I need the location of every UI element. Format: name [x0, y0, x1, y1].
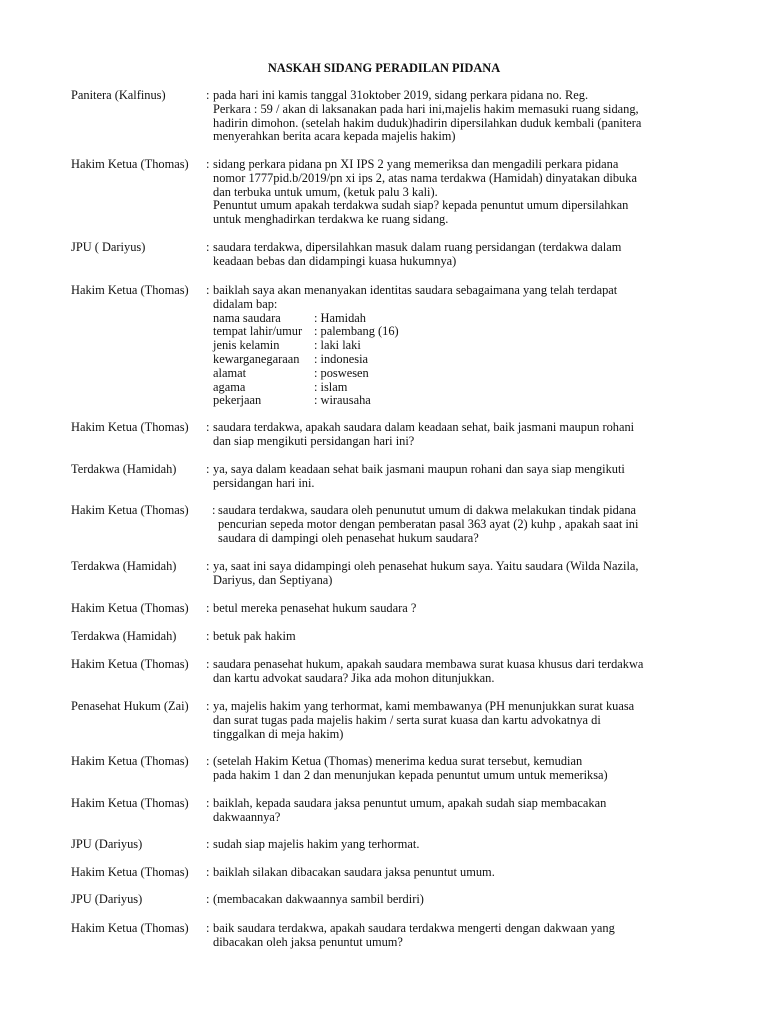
speaker-name: Hakim Ketua (Thomas) [71, 503, 189, 517]
identity-field-value: : indonesia [314, 351, 369, 366]
utterance-line: saudara terdakwa, saudara oleh penunutut umum di dakwa melakukan tindak pidana [218, 503, 637, 517]
speaker-name: Hakim Ketua (Thomas) [71, 157, 189, 171]
utterance-text [213, 700, 713, 741]
identity-field-label: agama [213, 379, 246, 394]
utterance-text [213, 922, 713, 950]
identity-row [213, 367, 713, 381]
utterance-line: (setelah Hakim Ketua (Thomas) menerima kedua surat tersebut, kemudian [213, 754, 583, 768]
utterance-line: saudara penasehat hukum, apakah saudara membawa surat kuasa khusus dari terdakwa [213, 657, 644, 671]
identity-row [213, 353, 713, 367]
speaker-name: Hakim Ketua (Thomas) [71, 754, 189, 768]
speaker-name: Terdakwa (Hamidah) [71, 629, 177, 643]
speaker-name: Hakim Ketua (Thomas) [71, 921, 189, 935]
utterance-text [213, 89, 713, 144]
utterance-line: dakwaannya? [213, 809, 281, 824]
utterance-line: untuk menghadirkan terdakwa ke ruang sidang. [213, 212, 449, 227]
utterance-line: tinggalkan di meja hakim) [213, 726, 344, 741]
utterance-line: dibacakan oleh jaksa penuntut umum? [213, 934, 403, 949]
utterance-line: menyerahkan berita acara kepada majelis hakim) [213, 129, 456, 144]
speaker-name: Hakim Ketua (Thomas) [71, 420, 189, 434]
speaker-separator: : [212, 503, 216, 517]
identity-field-label: pekerjaan [213, 393, 262, 408]
speaker-separator: : [206, 754, 210, 768]
speaker-separator: : [206, 629, 210, 643]
speaker-name: Hakim Ketua (Thomas) [71, 796, 189, 810]
speaker-separator: : [206, 657, 210, 671]
utterance-text [213, 284, 713, 408]
utterance-line: hadirin dimohon. (setelah hakim duduk)hadirin dipersilahkan duduk kembali (panitera [213, 115, 642, 130]
identity-row [213, 394, 713, 408]
utterance-line: ya, majelis hakim yang terhormat, kami membawanya (PH menunjukkan surat kuasa [213, 699, 635, 713]
speaker-name: Hakim Ketua (Thomas) [71, 657, 189, 671]
speaker-separator: : [206, 240, 210, 254]
identity-field-value: : palembang (16) [314, 324, 399, 339]
utterance-line: Perkara : 59 / akan di laksanakan pada hari ini,majelis hakim memasuki ruang sidang, [213, 101, 639, 116]
speaker-name: Hakim Ketua (Thomas) [71, 283, 189, 297]
utterance-line: sudah siap majelis hakim yang terhormat. [213, 837, 420, 851]
identity-field-value: : Hamidah [314, 310, 366, 325]
speaker-separator: : [206, 865, 210, 879]
identity-field-value: : poswesen [314, 365, 369, 380]
identity-field-label: tempat lahir/umur [213, 324, 303, 339]
utterance-line: saudara terdakwa, apakah saudara dalam keadaan sehat, baik jasmani maupun rohani [213, 420, 635, 434]
speaker-separator: : [206, 283, 210, 297]
utterance-text [213, 866, 713, 880]
speaker-separator: : [206, 892, 210, 906]
utterance-text [213, 755, 713, 783]
utterance-line: saudara terdakwa, dipersilahkan masuk dalam ruang persidangan (terdakwa dalam [213, 240, 622, 254]
speaker-separator: : [206, 88, 210, 102]
utterance-text [213, 658, 713, 686]
utterance-line: betuk pak hakim [213, 629, 296, 643]
utterance-line: ya, saat ini saya didampingi oleh penasehat hukum saya. Yaitu saudara (Wilda Nazila, [213, 559, 639, 573]
speaker-name: JPU (Dariyus) [71, 892, 143, 906]
utterance-line: sidang perkara pidana pn XI IPS 2 yang memeriksa dan mengadili perkara pidana [213, 157, 619, 171]
utterance-line: Dariyus, dan Septiyana) [213, 572, 333, 587]
identity-field-label: alamat [213, 365, 247, 380]
utterance-text [213, 602, 713, 616]
identity-field-label: jenis kelamin [213, 338, 280, 353]
speaker-separator: : [206, 921, 210, 935]
identity-field-value: : wirausaha [314, 393, 371, 408]
utterance-line: (membacakan dakwaannya sambil berdiri) [213, 892, 424, 906]
utterance-line: dan siap mengikuti persidangan hari ini? [213, 433, 415, 448]
utterance-text [213, 893, 713, 907]
utterance-line: baiklah, kepada saudara jaksa penuntut umum, apakah sudah siap membacakan [213, 796, 607, 810]
utterance-text [213, 838, 713, 852]
speaker-separator: : [206, 796, 210, 810]
speaker-separator: : [206, 601, 210, 615]
identity-row [213, 312, 713, 326]
utterance-line: didalam bap: [213, 296, 278, 311]
speaker-name: Panitera (Kalfinus) [71, 88, 166, 102]
speaker-separator: : [206, 559, 210, 573]
utterance-line: pada hari ini kamis tanggal 31oktober 2019, sidang perkara pidana no. Reg. [213, 88, 589, 102]
utterance-text [213, 630, 713, 644]
utterance-line: keadaan bebas dan didampingi kuasa hukumnya) [213, 253, 457, 268]
utterance-line: Penuntut umum apakah terdakwa sudah siap? kepada penuntut umum dipersilahkan [213, 198, 629, 213]
identity-field-value: : laki laki [314, 338, 361, 353]
speaker-separator: : [206, 157, 210, 171]
identity-field-label: nama saudara [213, 310, 281, 325]
utterance-text [213, 797, 713, 825]
utterance-text [213, 158, 713, 227]
utterance-line: pada hakim 1 dan 2 dan menunjukan kepada penuntut umum untuk memeriksa) [213, 767, 608, 782]
utterance-line: baik saudara terdakwa, apakah saudara terdakwa mengerti dengan dakwaan yang [213, 921, 615, 935]
utterance-line: pencurian sepeda motor dengan pemberatan pasal 363 ayat (2) kuhp , apakah saat ini [218, 516, 639, 531]
identity-field-value: : islam [314, 379, 348, 394]
utterance-text [213, 241, 713, 269]
speaker-name: Hakim Ketua (Thomas) [71, 865, 189, 879]
speaker-name: Terdakwa (Hamidah) [71, 559, 177, 573]
identity-row [213, 381, 713, 395]
utterance-text [213, 463, 713, 491]
utterance-line: saudara di dampingi oleh penasehat hukum saudara? [218, 530, 479, 545]
document-title: NASKAH SIDANG PERADILAN PIDANA [267, 61, 501, 75]
speaker-separator: : [206, 420, 210, 434]
speaker-separator: : [206, 837, 210, 851]
utterance-text [213, 421, 713, 449]
utterance-text [213, 560, 713, 588]
utterance-line: dan surat tugas pada majelis hakim / serta surat kuasa dan kartu advokatnya di [213, 712, 601, 727]
speaker-separator: : [206, 462, 210, 476]
identity-row [213, 325, 713, 339]
utterance-line: nomor 1777pid.b/2019/pn xi ips 2, atas nama terdakwa (Hamidah) dinyatakan dibuka [213, 170, 637, 185]
identity-row [213, 339, 713, 353]
utterance-line: baiklah silakan dibacakan saudara jaksa penuntut umum. [213, 865, 495, 879]
speaker-name: Terdakwa (Hamidah) [71, 462, 177, 476]
utterance-text [218, 504, 718, 545]
speaker-name: Penasehat Hukum (Zai) [71, 699, 189, 713]
utterance-line: dan kartu advokat saudara? Jika ada mohon ditunjukkan. [213, 670, 495, 685]
speaker-name: JPU (Dariyus) [71, 837, 143, 851]
speaker-separator: : [206, 699, 210, 713]
utterance-line: betul mereka penasehat hukum saudara ? [213, 601, 417, 615]
speaker-name: Hakim Ketua (Thomas) [71, 601, 189, 615]
utterance-line: baiklah saya akan menanyakan identitas saudara sebagaimana yang telah terdapat [213, 283, 618, 297]
speaker-name: JPU ( Dariyus) [71, 240, 146, 254]
utterance-line: persidangan hari ini. [213, 475, 315, 490]
identity-field-label: kewarganegaraan [213, 351, 300, 366]
utterance-line: dan terbuka untuk umum, (ketuk palu 3 kali). [213, 184, 438, 199]
utterance-line: ya, saya dalam keadaan sehat baik jasmani maupun rohani dan saya siap mengikuti [213, 462, 625, 476]
